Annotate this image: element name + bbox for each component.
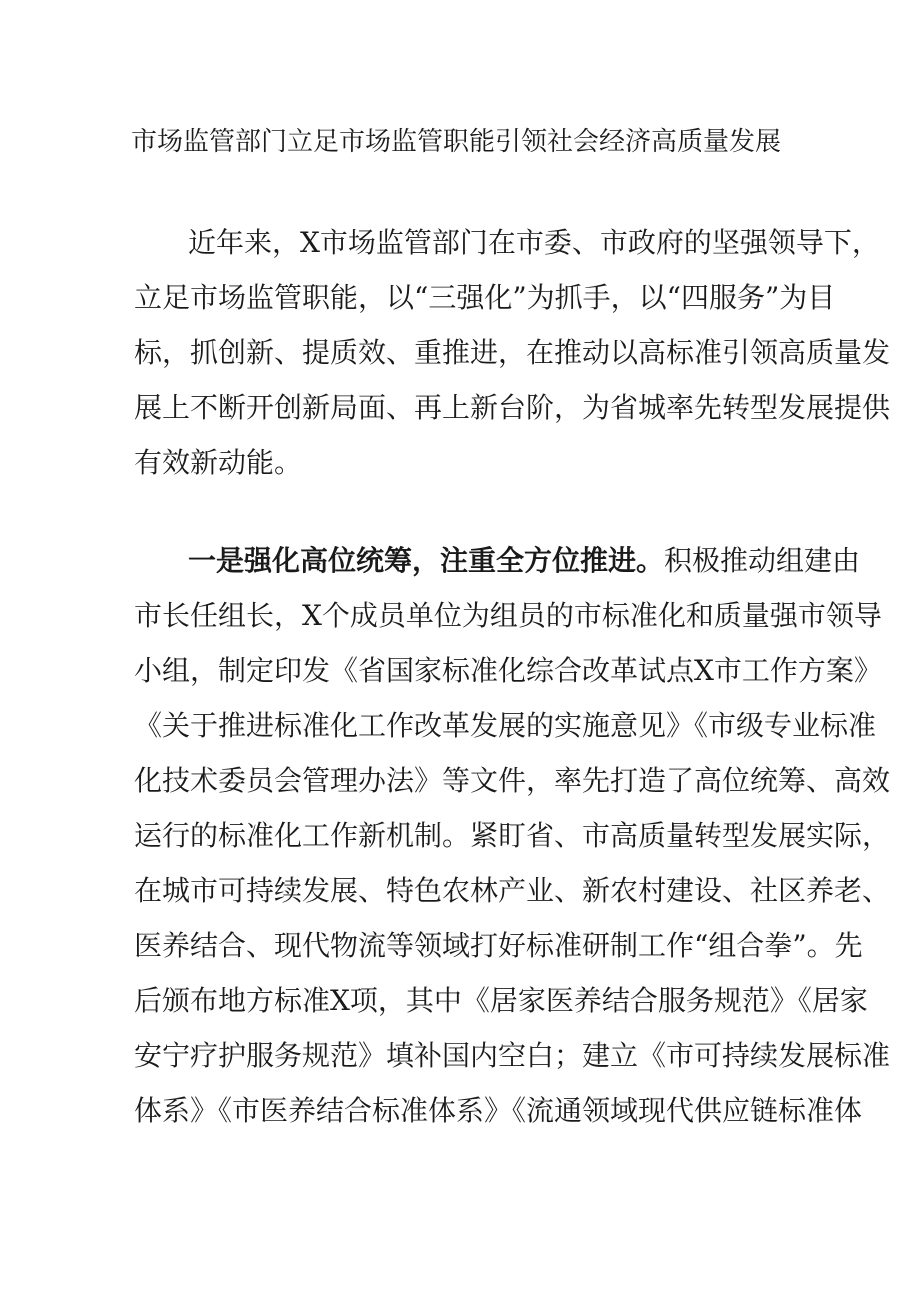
document-title: 市场监管部门立足市场监管职能引领社会经济高质量发展 [131,127,782,157]
paragraph-line: 近年来，X市场监管部门在市委、市政府的坚强领导下， [188,226,880,259]
paragraph-line: 后颁布地方标准X项，其中《居家医养结合服务规范》《居家 [134,984,868,1017]
paragraph-line: 在城市可持续发展、特色农林产业、新农村建设、社区养老、 [134,874,891,907]
paragraph-line: 体系》《市医养结合标准体系》《流通领域现代供应链标准体 [134,1094,863,1127]
paragraph-line: 标，抓创新、提质效、重推进，在推动以高标准引领高质量发 [134,336,891,369]
section-heading: 一是强化高位统筹，注重全方位推进。 [188,544,665,577]
paragraph-line: 化技术委员会管理办法》等文件，率先打造了高位统筹、高效 [134,764,891,797]
section-lead-text: 积极推动组建由 [664,544,861,577]
paragraph-line: 有效新动能。 [134,446,303,479]
paragraph-line: 医养结合、现代物流等领域打好标准研制工作“组合拳”。先 [134,929,863,962]
paragraph-line [188,541,860,581]
paragraph-line: 展上不断开创新局面、再上新台阶，为省城率先转型发展提供 [134,391,891,424]
paragraph-line: 运行的标准化工作新机制。紧盯省、市高质量转型发展实际， [134,819,891,852]
paragraph-line: 立足市场监管职能，以“三强化”为抓手，以“四服务”为目 [134,281,836,314]
paragraph-line: 《关于推进标准化工作改革发展的实施意见》《市级专业标准 [134,709,877,742]
paragraph-line: 小组，制定印发《省国家标准化综合改革试点X市工作方案》 [134,654,882,687]
paragraph-line: 安宁疗护服务规范》填补国内空白；建立《市可持续发展标准 [134,1039,891,1072]
paragraph-line: 市长任组长，X个成员单位为组员的市标准化和质量强市领导 [134,599,882,632]
